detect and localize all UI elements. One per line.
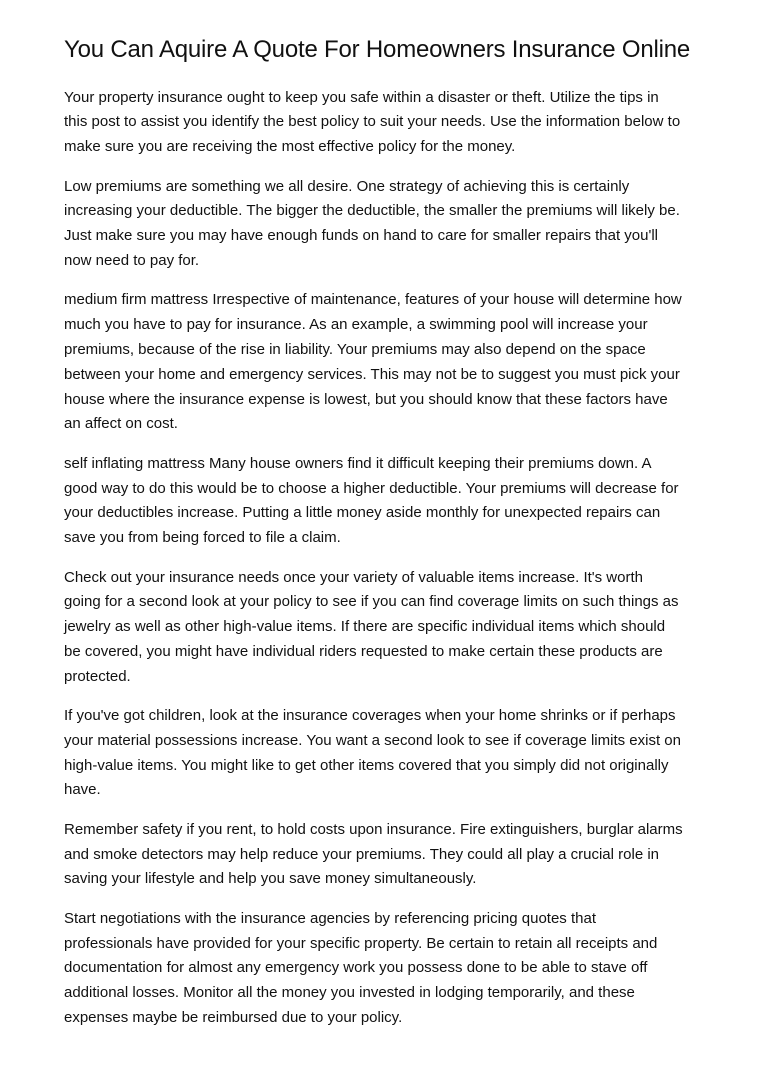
paragraph (64, 86, 744, 160)
document-body (64, 86, 744, 1046)
text-line: saving your lifestyle and help you save money simultaneously. (64, 870, 477, 888)
text-line: increasing your deductible. The bigger the deductible, the smaller the premiums will likely be. (64, 202, 680, 220)
text-line: an affect on cost. (64, 415, 178, 433)
text-line: high-value items. You might like to get other items covered that you simply did not originally (64, 756, 669, 774)
paragraph (64, 175, 744, 274)
text-line: premiums, because of the rise in liability. Your premiums may also depend on the space (64, 340, 646, 358)
text-line: house where the insurance expense is lowest, but you should know that these factors have (64, 390, 668, 408)
text-line: much you have to pay for insurance. As an example, a swimming pool will increase your (64, 316, 648, 334)
text-line: be covered, you might have individual riders requested to make certain these products are (64, 642, 663, 660)
text-line: If you've got children, look at the insurance coverages when your home shrinks or if perhaps (64, 707, 676, 725)
text-line: Remember safety if you rent, to hold costs upon insurance. Fire extinguishers, burglar alarms (64, 820, 683, 838)
text-line: your material possessions increase. You want a second look to see if coverage limits exist on (64, 731, 681, 749)
paragraph (64, 907, 744, 1031)
paragraph (64, 818, 744, 892)
text-line: additional losses. Monitor all the money you invested in lodging temporarily, and these (64, 984, 635, 1002)
text-line: protected. (64, 667, 131, 685)
text-line: good way to do this would be to choose a higher deductible. Your premiums will decrease for (64, 479, 679, 497)
text-line: professionals have provided for your specific property. Be certain to retain all receipts and (64, 934, 658, 952)
text-line: Check out your insurance needs once your variety of valuable items increase. It's worth (64, 568, 643, 586)
text-line: make sure you are receiving the most effective policy for the money. (64, 138, 516, 156)
text-line: save you from being forced to file a claim. (64, 529, 341, 547)
text-line: medium firm mattress Irrespective of maintenance, features of your house will determine how (64, 291, 682, 309)
text-line: Your property insurance ought to keep you safe within a disaster or theft. Utilize the tips in (64, 88, 659, 106)
text-line: between your home and emergency services. This may not be to suggest you must pick your (64, 365, 680, 383)
text-line: self inflating mattress Many house owners find it difficult keeping their premiums down. A (64, 454, 652, 472)
paragraph (64, 566, 744, 690)
text-line: going for a second look at your policy to see if you can find coverage limits on such things as (64, 593, 679, 611)
text-line: jewelry as well as other high-value items. If there are specific individual items which should (64, 618, 666, 636)
document-title: You Can Aquire A Quote For Homeowners Insurance Online (64, 36, 691, 63)
text-line: Low premiums are something we all desire. One strategy of achieving this is certainly (64, 177, 630, 195)
text-line: have. (64, 781, 101, 799)
paragraph (64, 452, 744, 551)
text-line: expenses maybe be reimbursed due to your policy. (64, 1009, 403, 1027)
text-line: this post to assist you identify the best policy to suit your needs. Use the information below to (64, 113, 681, 131)
text-line: Start negotiations with the insurance agencies by referencing pricing quotes that (64, 909, 596, 927)
paragraph (64, 288, 744, 437)
text-line: and smoke detectors may help reduce your premiums. They could all play a crucial role in (64, 845, 660, 863)
text-line: now need to pay for. (64, 251, 200, 269)
paragraph (64, 704, 744, 803)
text-line: documentation for almost any emergency work you possess done to be able to stave off (64, 959, 648, 977)
text-line: your deductibles increase. Putting a little money aside monthly for unexpected repairs can (64, 504, 661, 522)
text-line: Just make sure you may have enough funds on hand to care for smaller repairs that you'll (64, 227, 659, 245)
